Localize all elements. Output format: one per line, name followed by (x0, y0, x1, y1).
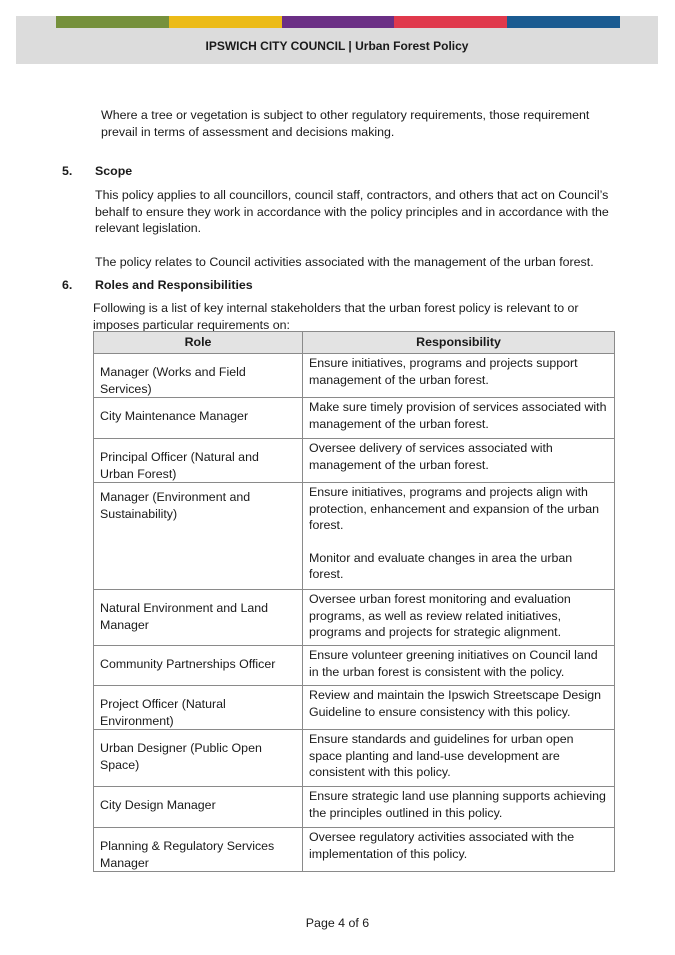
role-cell: Planning & Regulatory Services Manager (94, 828, 303, 872)
stripe-green (56, 16, 169, 28)
responsibility-line: Monitor and evaluate changes in area the urban forest. (309, 550, 573, 581)
table-row (94, 646, 615, 686)
paragraph-gap (309, 534, 608, 550)
role-cell: Manager (Works and Field Services) (94, 354, 303, 398)
page-number: Page 4 of 6 (305, 916, 370, 930)
responsibility-cell: Ensure standards and guidelines for urban open space planting and land-use development are consistent with this policy. (303, 730, 615, 787)
stripe-yellow (169, 16, 282, 28)
table-row (94, 483, 615, 590)
stripe-blue (507, 16, 620, 28)
responsibility-cell: Ensure initiatives, programs and projects support management of the urban forest. (303, 354, 615, 398)
document-title: IPSWICH CITY COUNCIL | Urban Forest Policy (205, 39, 469, 53)
responsibility-line: Ensure initiatives, programs and projects align with protection, enhancement and expansion of the urban forest. (309, 485, 600, 532)
header-role: Role (94, 332, 303, 354)
table-row (94, 590, 615, 646)
section-6-intro: Following is a list of key internal stakeholders that the urban forest policy is relevant to or imposes particular requirements on: (93, 301, 579, 332)
responsibility-cell: Ensure volunteer greening initiatives on Council land in the urban forest is consistent with the policy. (303, 646, 615, 686)
section-6-title: Roles and Responsibilities (95, 278, 253, 292)
header-responsibility: Responsibility (303, 332, 615, 354)
responsibility-cell: Make sure timely provision of services associated with management of the urban forest. (303, 398, 615, 439)
stripe-red (394, 16, 507, 28)
table-row (94, 828, 615, 872)
table-row (94, 398, 615, 439)
role-cell: Principal Officer (Natural and Urban Forest) (94, 439, 303, 483)
responsibility-cell: Oversee urban forest monitoring and evaluation programs, as well as review related initiatives, programs and projects for strategic alignment. (303, 590, 615, 646)
responsibility-cell: Review and maintain the Ipswich Streetscape Design Guideline to ensure consistency with this policy. (303, 686, 615, 730)
role-cell: Urban Designer (Public Open Space) (94, 730, 303, 787)
role-cell: City Design Manager (94, 787, 303, 828)
role-cell: Project Officer (Natural Environment) (94, 686, 303, 730)
role-cell: City Maintenance Manager (94, 398, 303, 439)
role-cell: Community Partnerships Officer (94, 646, 303, 686)
section-5-title: Scope (95, 164, 133, 178)
section-6-number: 6. (62, 278, 73, 292)
section-5-number: 5. (62, 164, 73, 178)
table-row (94, 354, 615, 398)
header-color-stripe (56, 16, 620, 28)
table-row (94, 686, 615, 730)
responsibility-cell: Oversee delivery of services associated with management of the urban forest. (303, 439, 615, 483)
responsibility-cell: Oversee regulatory activities associated with the implementation of this policy. (303, 828, 615, 872)
intro-paragraph: Where a tree or vegetation is subject to other regulatory requirements, those requirement prevail in terms of assessment and decisions making. (101, 108, 590, 139)
role-cell: Natural Environment and Land Manager (94, 590, 303, 646)
table-header-row (94, 332, 615, 354)
section-5-paragraph-2: The policy relates to Council activities associated with the management of the urban forest. (95, 255, 594, 269)
role-cell: Manager (Environment and Sustainability) (94, 483, 303, 590)
table-row (94, 439, 615, 483)
section-5-paragraph-1: This policy applies to all councillors, council staff, contractors, and others that act on Council’s behalf to ensure they work in accordance with the policy principles and in accordance with the relevant legislation. (95, 188, 609, 235)
responsibility-cell: Ensure strategic land use planning supports achieving the principles outlined in this policy. (303, 787, 615, 828)
table-row (94, 787, 615, 828)
table-row (94, 730, 615, 787)
stripe-purple (282, 16, 395, 28)
roles-table (93, 331, 615, 872)
responsibility-cell (303, 483, 615, 590)
